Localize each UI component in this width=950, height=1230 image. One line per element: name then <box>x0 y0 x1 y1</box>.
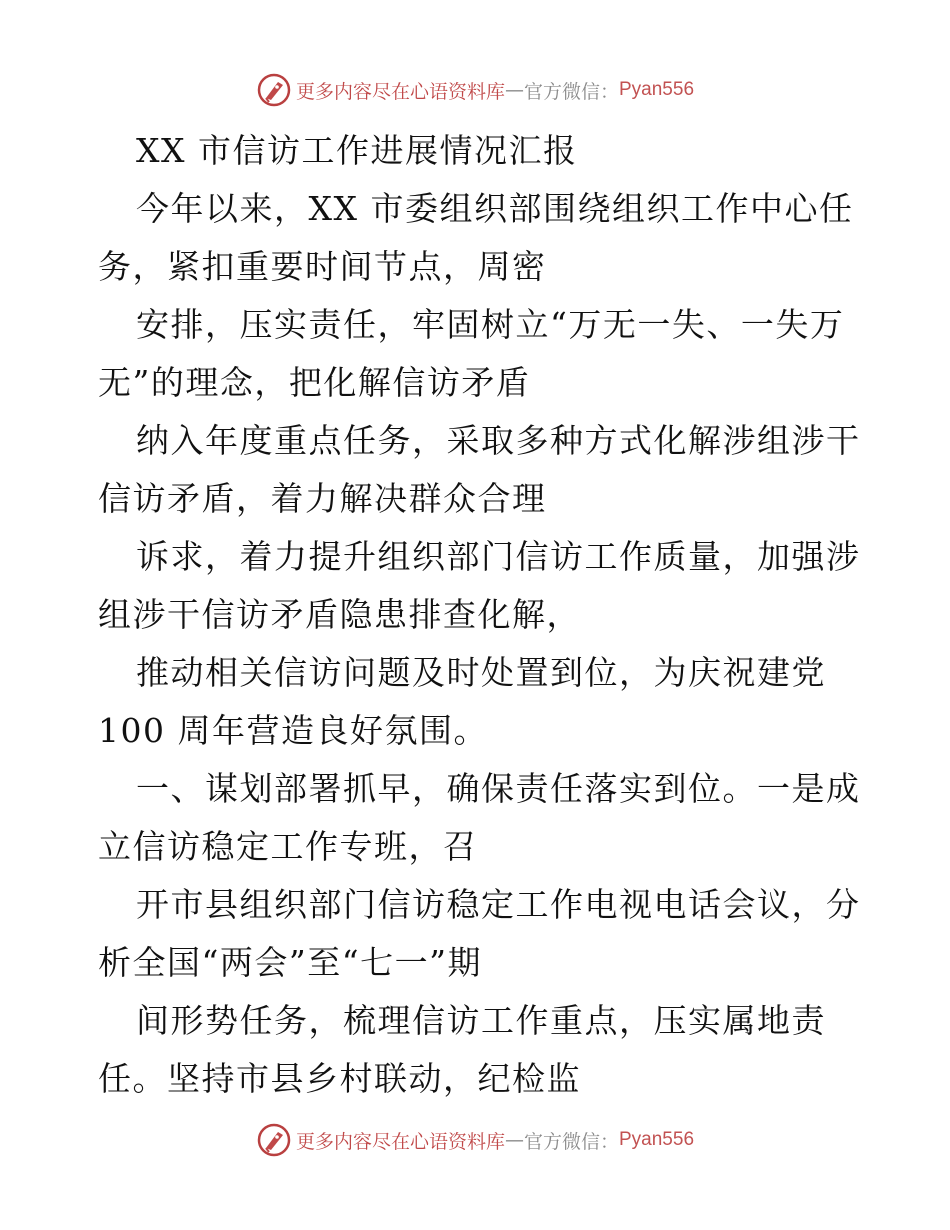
watermark-text: 更多内容尽在心语资料库 <box>295 80 505 103</box>
text-line: 100 周年营造良好氛围。 <box>98 711 488 750</box>
watermark-dash: — <box>504 79 524 101</box>
document-title: XX 市信访工作进展情况汇报 <box>136 131 578 170</box>
text-line: 间形势任务，梳理信访工作重点，压实属地责 <box>136 1001 826 1040</box>
text-line: 诉求，着力提升组织部门信访工作质量，加强涉 <box>136 537 861 576</box>
pen-nib-logo-icon <box>256 1122 292 1158</box>
text-line: 立信访稳定工作专班，召 <box>98 827 478 866</box>
text-line: 推动相关信访问题及时处置到位，为庆祝建党 <box>136 653 826 692</box>
pen-nib-logo-icon <box>256 72 292 108</box>
watermark-account-label: 官方微信： <box>523 1130 619 1153</box>
text-line: 无”的理念，把化解信访矛盾 <box>98 363 531 402</box>
watermark-account-id: Pyan556 <box>619 1129 695 1150</box>
text-line: 今年以来，XX 市委组织部围绕组织工作中心任 <box>136 189 854 228</box>
text-line: 组涉干信访矛盾隐患排查化解， <box>98 595 581 634</box>
section-heading-line: 一、谋划部署抓早，确保责任落实到位。一是成 <box>136 769 861 808</box>
watermark-text: 更多内容尽在心语资料库 <box>295 1130 505 1153</box>
text-line: 任。坚持市县乡村联动，纪检监 <box>98 1059 581 1098</box>
text-line: 析全国“两会”至“七一”期 <box>98 943 482 982</box>
watermark-account-label: 官方微信： <box>523 80 619 103</box>
watermark-dash: — <box>504 1129 524 1151</box>
text-line: 务，紧扣重要时间节点，周密 <box>98 247 547 286</box>
watermark-account-id: Pyan556 <box>619 79 695 100</box>
text-line: 开市县组织部门信访稳定工作电视电话会议，分 <box>136 885 861 924</box>
footer-watermark <box>0 1122 950 1158</box>
text-line: 信访矛盾，着力解决群众合理 <box>98 479 547 518</box>
text-line: 纳入年度重点任务，采取多种方式化解涉组涉干 <box>136 421 861 460</box>
header-watermark <box>0 72 950 108</box>
text-line: 安排，压实责任，牢固树立“万无一失、一失万 <box>136 305 845 344</box>
document-body <box>98 122 861 1108</box>
